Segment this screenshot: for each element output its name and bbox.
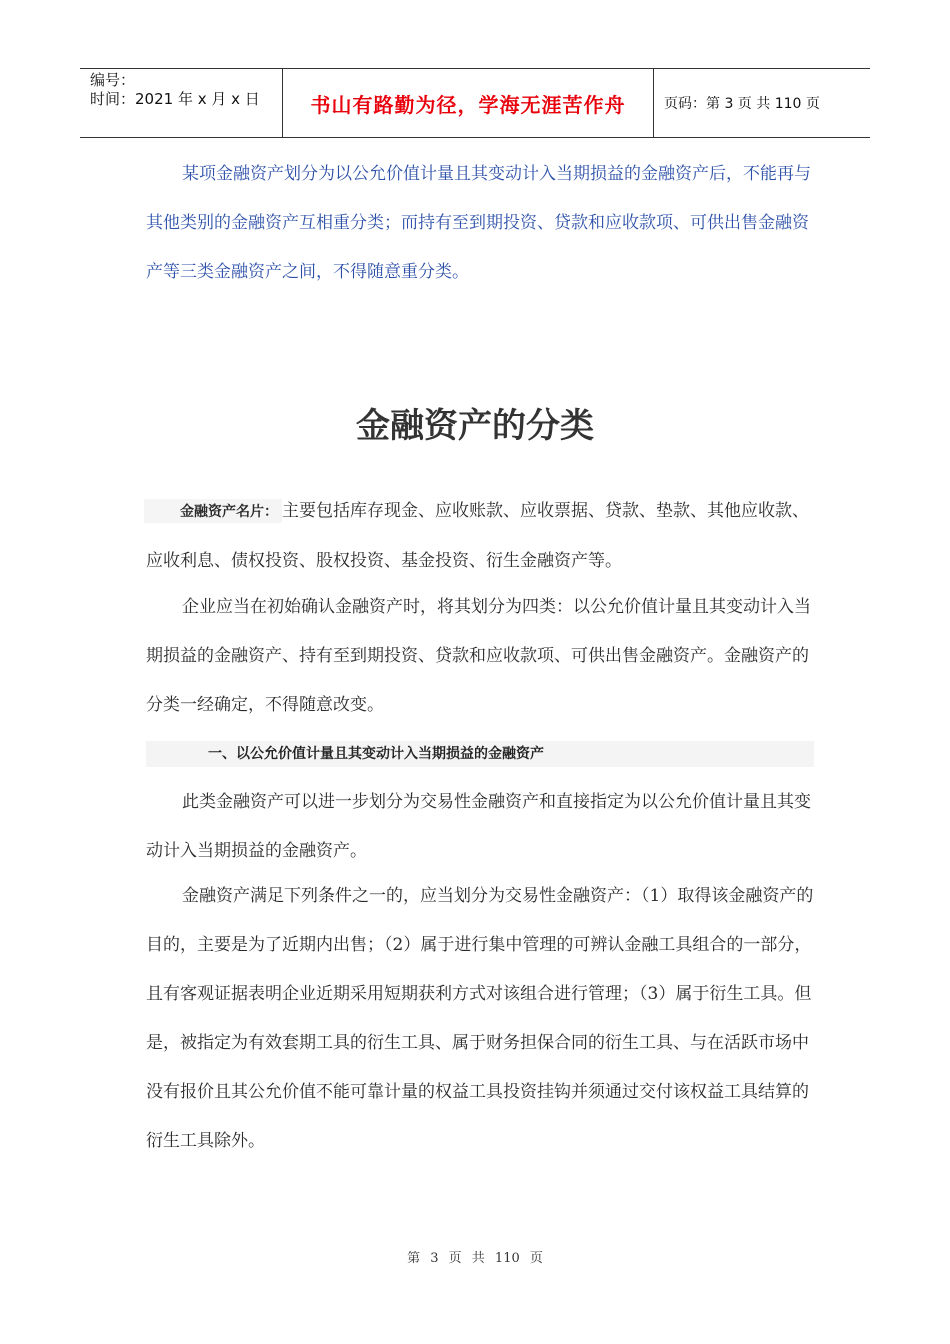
paragraph-lead: 金融资产名片：	[180, 504, 278, 520]
section-heading-1: 一、以公允价值计量且其变动计入当期损益的金融资产	[146, 741, 814, 767]
header-meta	[80, 69, 282, 137]
paragraph-subdivision: 此类金融资产可以进一步划分为交易性金融资产和直接指定为以公允价值计量且其变动计入当期损益的金融资产。	[146, 792, 811, 861]
paragraph-classification: 企业应当在初始确认金融资产时，将其划分为四类：以公允价值计量且其变动计入当期损益的金融资产、持有至到期投资、贷款和应收款项、可供出售金融资产。金融资产的分类一经确定，不得随意改变。	[146, 597, 811, 715]
page-footer: 第 3 页 共 110 页	[407, 1251, 543, 1266]
header-motto: 书山有路勤为径，学海无涯苦作舟	[282, 69, 654, 137]
document-number-label: 编号：	[90, 71, 136, 89]
paragraph-trading-conditions: 金融资产满足下列条件之一的，应当划分为交易性金融资产：（1）取得该金融资产的目的，主要是为了近期内出售；（2）属于进行集中管理的可辨认金融工具组合的一部分，且有客观证据表明企业近期采用短期获利方式对该组合进行管理；（3）属于衍生工具。但是，被指定为有效套期工具的衍生工具、属于财务担保合同的衍生工具、与在活跃市场中没有报价且其公允价值不能可靠计量的权益工具投资挂钩并须通过交付该权益工具结算的衍生工具除外。	[146, 886, 814, 1151]
document-date-label: 时间：2021 年 x 月 x 日	[90, 90, 260, 108]
page-title: 金融资产的分类	[356, 406, 594, 446]
intro-paragraph: 某项金融资产划分为以公允价值计量且其变动计入当期损益的金融资产后，不能再与其他类别的金融资产互相重分类；而持有至到期投资、贷款和应收款项、可供出售金融资产等三类金融资产之间，不得随意重分类。	[146, 164, 811, 282]
header-page-info: 页码：第 3 页 共 110 页	[664, 96, 820, 112]
paragraph-body: 主要包括库存现金、应收账款、应收票据、贷款、垫款、其他应收款、应收利息、债权投资、股权投资、基金投资、衍生金融资产等。	[146, 501, 809, 571]
page-header	[80, 68, 870, 138]
paragraph-asset-card	[146, 487, 814, 586]
